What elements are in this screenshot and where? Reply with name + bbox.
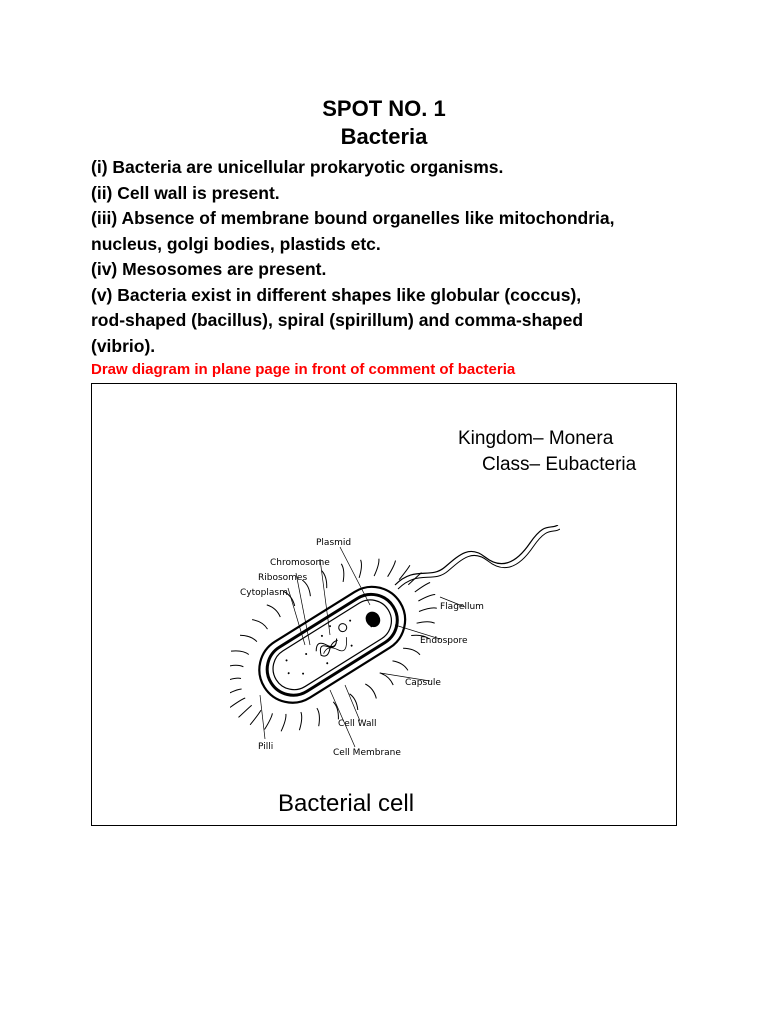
- label-cell-membrane: Cell Membrane: [333, 748, 401, 758]
- pilus: [231, 651, 249, 655]
- pilus: [240, 635, 257, 642]
- point-line: (i) Bacteria are unicellular prokaryotic organisms.: [91, 157, 504, 177]
- class-label: Class– Eubacteria: [482, 454, 637, 475]
- pilus: [417, 622, 435, 624]
- pilus: [252, 620, 267, 630]
- pilus: [350, 694, 358, 710]
- point-line: rod-shaped (bacillus), spiral (spirillum) and comma-shaped: [91, 310, 584, 330]
- pilus: [341, 564, 344, 582]
- point-line: (iv) Mesosomes are present.: [91, 259, 327, 279]
- label-ribosomes: Ribosomes: [258, 573, 308, 583]
- pilus: [267, 605, 281, 617]
- pilus: [230, 678, 241, 682]
- label-pilli: Pilli: [258, 742, 274, 752]
- kingdom-label: Kingdom– Monera: [458, 428, 614, 449]
- pilus: [359, 560, 361, 578]
- label-cytoplasm: Cytoplasm: [240, 588, 288, 598]
- pilus: [374, 559, 379, 576]
- pilus: [317, 708, 320, 726]
- pilus: [230, 698, 245, 708]
- point-line: (iii) Absence of membrane bound organelles like mitochondria,: [91, 208, 615, 228]
- pilus: [281, 714, 286, 731]
- pilus: [299, 712, 301, 730]
- spot-title: SPOT NO. 1: [322, 96, 446, 121]
- pilus: [415, 583, 430, 593]
- points-list: [91, 155, 691, 359]
- point-line: (ii) Cell wall is present.: [91, 182, 280, 203]
- pilus: [239, 705, 252, 717]
- pilus: [403, 648, 420, 655]
- point-line: (v) Bacteria exist in different shapes like globular (coccus),: [91, 284, 582, 305]
- point-line: (vibrio).: [91, 335, 156, 356]
- diagram-caption: Bacterial cell: [278, 790, 415, 817]
- flagellum: [395, 525, 558, 585]
- point-line: nucleus, golgi bodies, plastids etc.: [91, 233, 381, 254]
- label-flagellum: Flagellum: [440, 602, 484, 612]
- label-capsule: Capsule: [405, 678, 441, 688]
- pilus: [365, 684, 376, 699]
- pilus: [418, 595, 435, 602]
- label-chromosome: Chromosome: [270, 558, 330, 568]
- pilus: [230, 665, 243, 667]
- pilus: [393, 661, 408, 671]
- pilus: [333, 702, 338, 720]
- label-cell-wall: Cell Wall: [338, 719, 377, 729]
- instruction-text: Draw diagram in plane page in front of comment of bacteria: [91, 361, 516, 378]
- pilus: [419, 608, 437, 612]
- label-endospore: Endospore: [420, 636, 468, 646]
- pilus: [230, 689, 242, 696]
- pilus: [250, 710, 261, 725]
- topic-title: Bacteria: [340, 124, 428, 149]
- pilus: [265, 713, 273, 729]
- pilus: [388, 561, 396, 577]
- label-plasmid: Plasmid: [316, 538, 352, 548]
- bacterial-cell-diagram: [230, 525, 560, 765]
